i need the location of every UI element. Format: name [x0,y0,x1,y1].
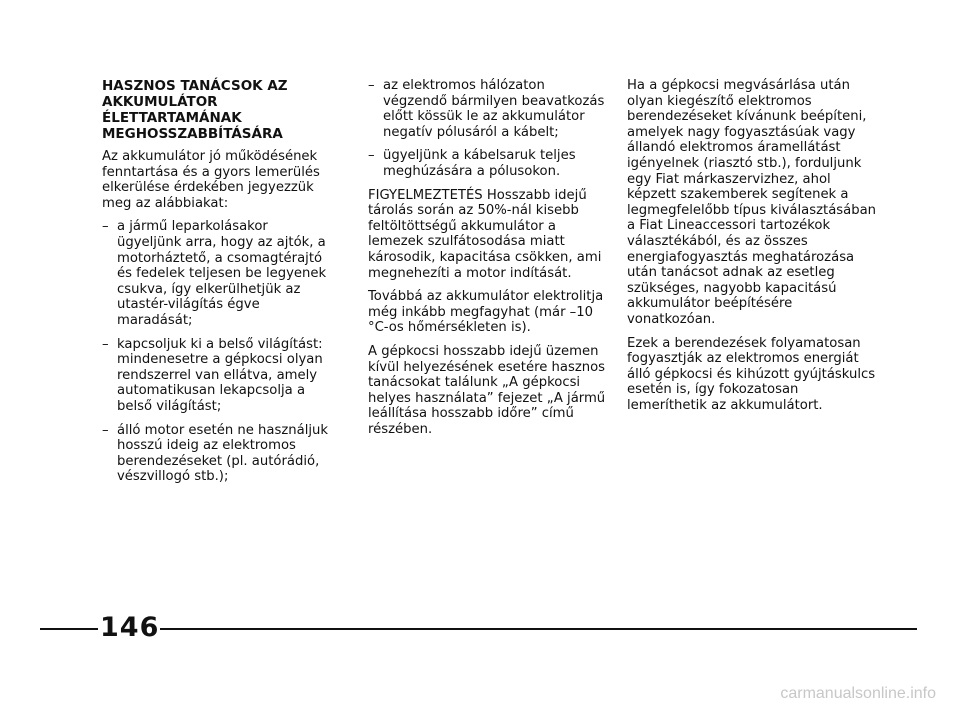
list-item: – ügyeljünk a kábelsaruk teljes meghúzására a pólusokon. [368,148,576,179]
list-item-text: ügyeljünk a kábelsaruk teljes meghúzására a pólusokon. [383,148,576,179]
footer-rule [160,628,917,630]
list-item-text: álló motor esetén ne használjuk hosszú ideig az elektromos berendezéseket (pl. autórádió, vészvillogó stb.); [117,422,329,485]
list-item: – a jármű leparkolásakor ügyeljünk arra, hogy az ajtók, a motorháztető, a csomagtérajtó és fedelek teljesen be legyenek csukva, így elkerülhetjük az utastér-világítás égve maradását; [102,219,327,328]
list-item: – álló motor esetén ne használjuk hosszú ideig az elektromos berendezéseket (pl. autórádió, vészvillogó stb.); [102,422,329,485]
intro-paragraph: Az akkumulátor jó működésének fenntartása és a gyors lemerülés elkerülése érdekében jegyezzük meg az alábbiakat: [102,149,320,211]
watermark: carmanualsonline.info [780,685,936,702]
left-column [102,78,334,493]
list-item: – kapcsoljuk ki a belső világítást: mindenesetre a gépkocsi olyan rendszerrel van ellátva, amely automatikusan lekapcsolja a belső világítást; [102,336,323,414]
warning-paragraph: FIGYELMEZTETÉS Hosszabb idejű tárolás során az 50%-nál kisebb feltöltöttségű akkumulátor a lemezek szulfátosodása miatt károsodik, kapacitása csökken, ami megnehezíti a motor indítását. [368,187,602,281]
middle-column [368,78,608,445]
list-item-text: a jármű leparkolásakor ügyeljünk arra, hogy az ajtók, a motorháztető, a csomagtérajtó és fedelek teljesen be legyenek csukva, így elkerülhetjük az utastér-világítás égve maradását; [117,219,327,328]
paragraph: Ezek a berendezések folyamatosan fogyasztják az elektromos energiát álló gépkocsi és kihúzott gyújtáskulcs esetén is, így fokozatosan lemeríthetik az akkumulátort. [627,335,876,413]
section-heading: HASZNOS TANÁCSOK AZ AKKUMULÁTOR ÉLETTARTAMÁNAK MEGHOSSZABBÍTÁSÁRA [102,78,288,142]
list-item: – az elektromos hálózaton végzendő bármilyen beavatkozás előtt kössük le az akkumulátor negatív pólusáról a kábelt; [368,78,605,140]
footer-rule [40,628,98,630]
page-number: 146 [100,612,160,643]
list-item-text: az elektromos hálózaton végzendő bármilyen beavatkozás előtt kössük le az akkumulátor negatív pólusáról a kábelt; [383,78,605,140]
paragraph: Továbbá az akkumulátor elektrolitja még inkább megfagyhat (már –10 °C-os hőmérsékleten is). [368,289,604,336]
paragraph: A gépkocsi hosszabb idejű üzemen kívül helyezésének esetére hasznos tanácsokat találunk „A gépkocsi helyes használata” fejezet „A jármű leállítása hosszabb időre” című részében. [368,343,606,437]
list-item-text: kapcsoljuk ki a belső világítást: mindenesetre a gépkocsi olyan rendszerrel van ellátva, amely automatikusan lekapcsolja a belső világítást; [117,336,323,414]
paragraph: Ha a gépkocsi megvásárlása után olyan kiegészítő elektromos berendezéseket kívánunk beépíteni, amelyek nagy fogyasztásúak vagy állandó elektromos áramellátást igényelnek (riasztó stb.), forduljunk egy Fiat márkaszervizhez, ahol képzett szakemberek segítenek a legmegfelelőbb típus kiválasztásában a Fiat Lineaccessori tartozékok választékából, és az összes energiafogyasztás meghatározása után tanácsot adnak az esetleg szükséges, nagyobb kapacitású akkumulátor beépítésére vonatkozóan. [627,78,877,327]
right-column [627,78,877,421]
